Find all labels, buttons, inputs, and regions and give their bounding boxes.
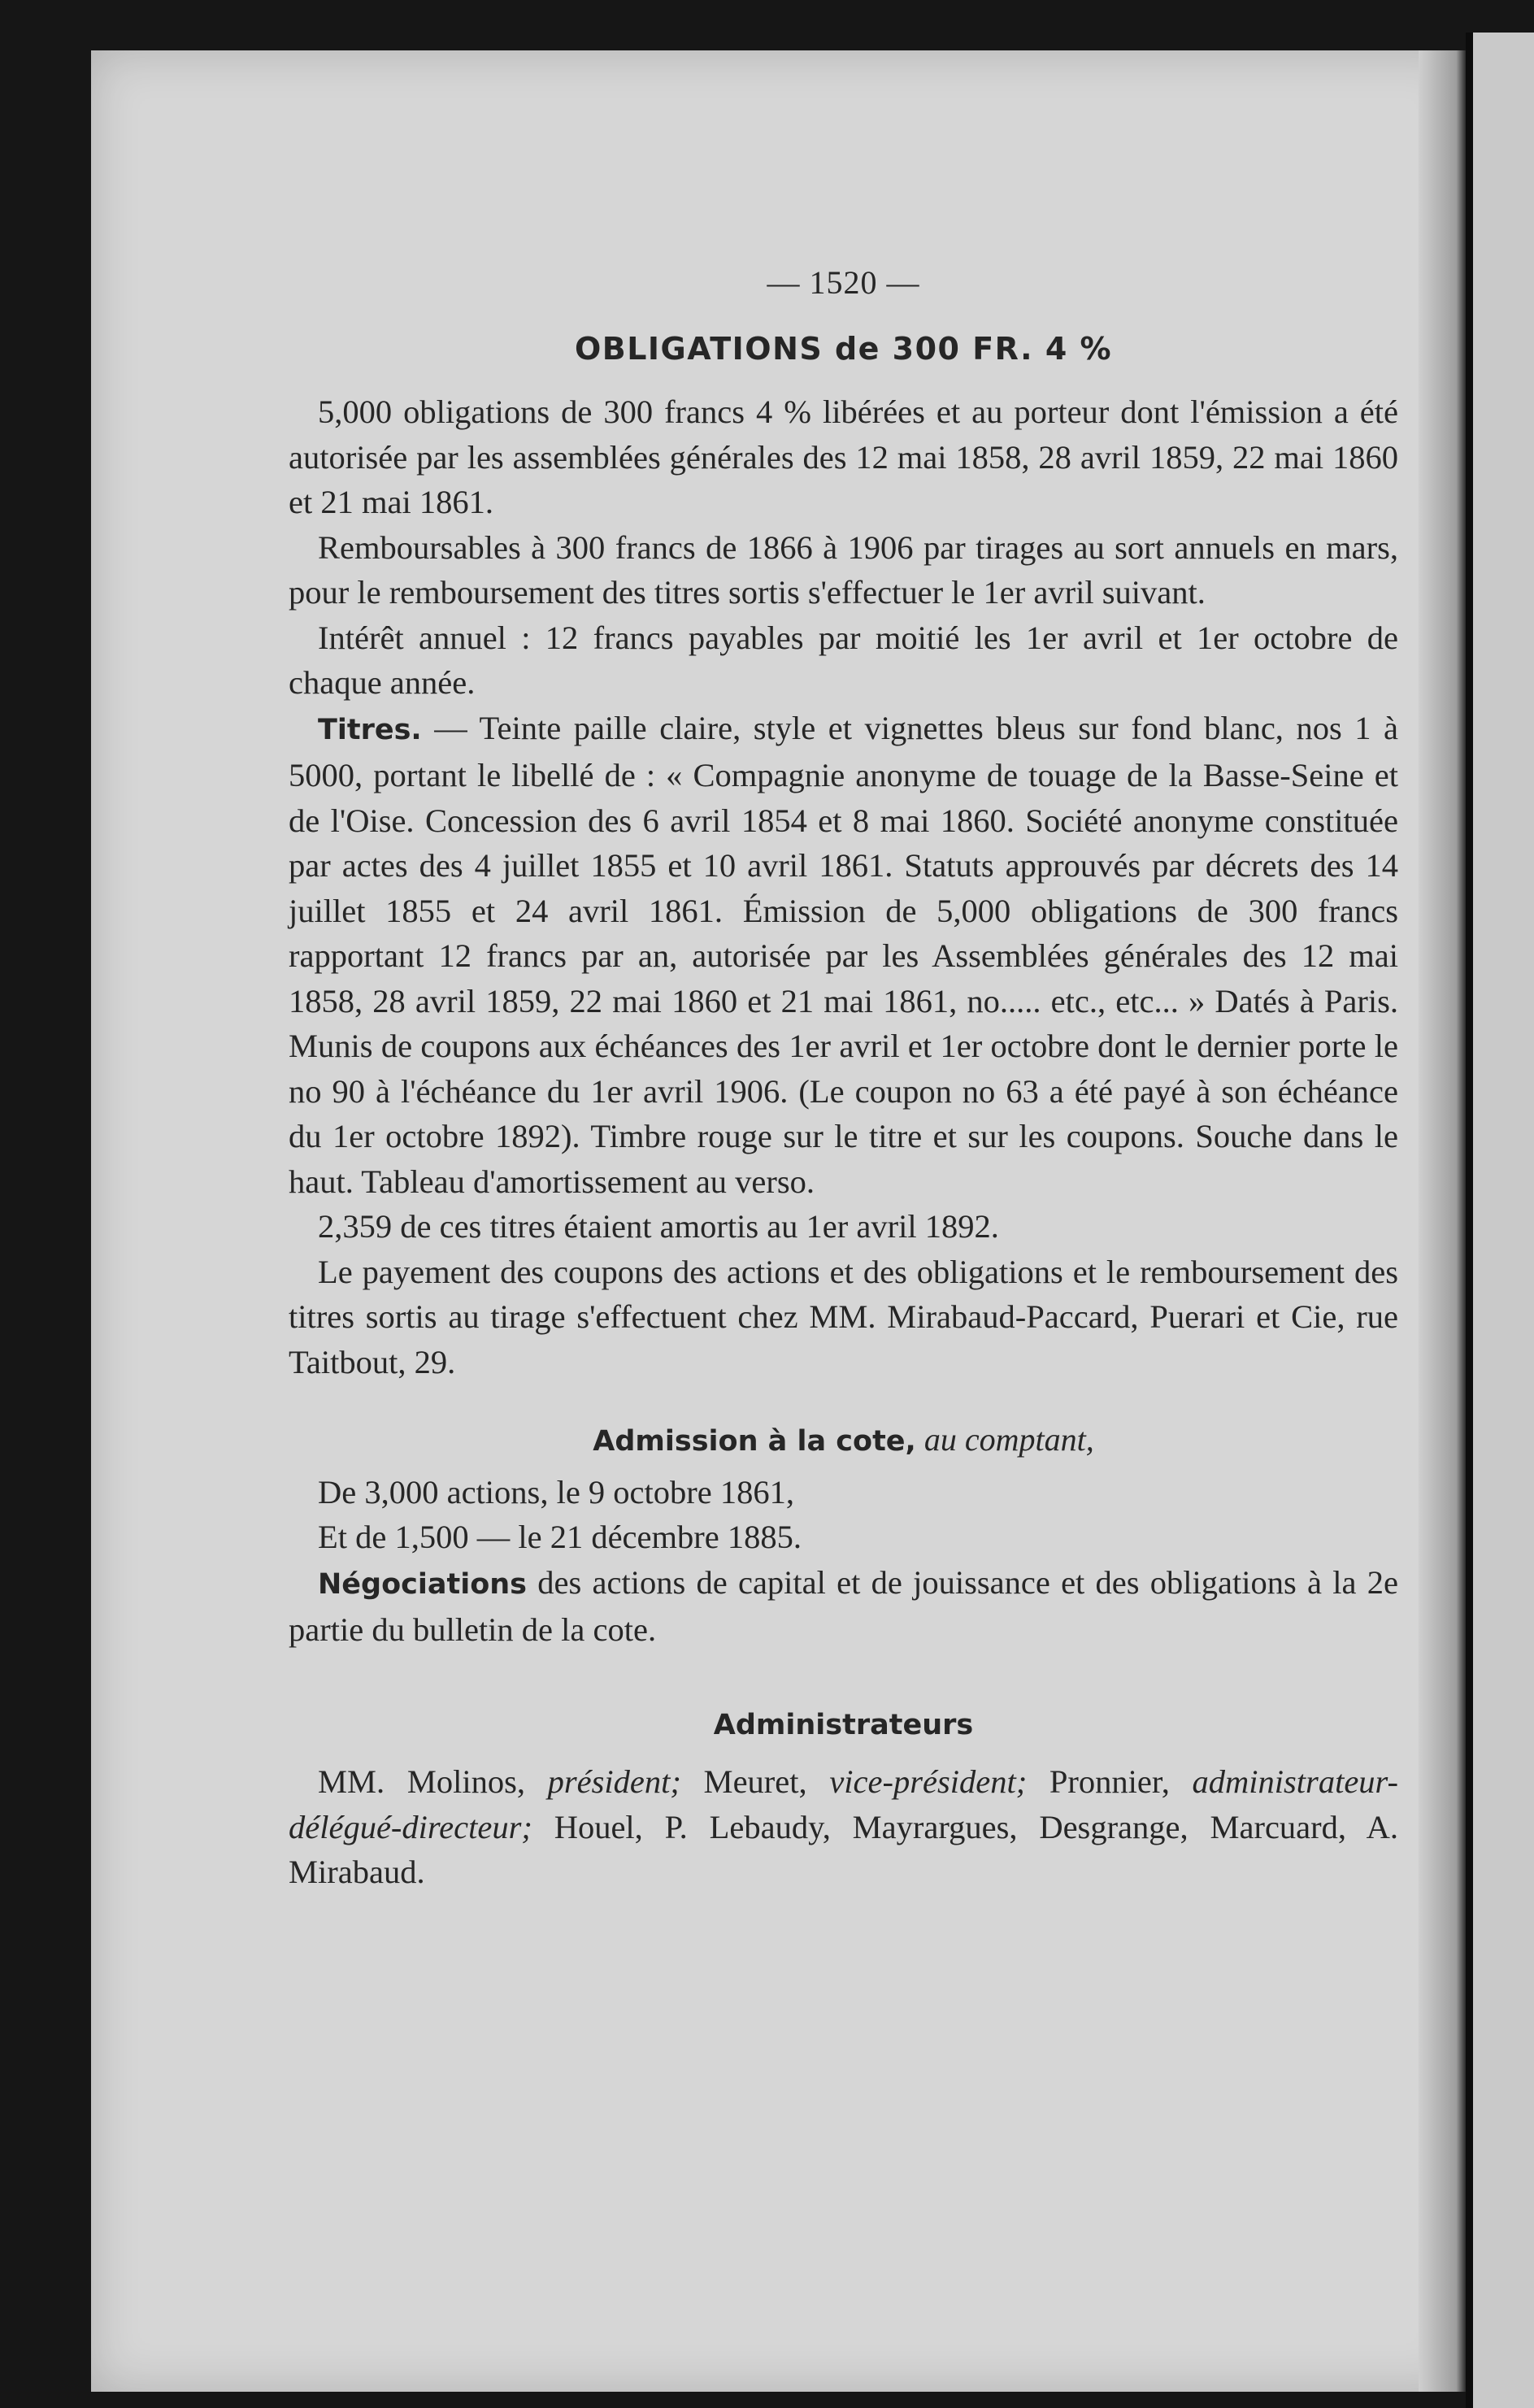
paragraph-amortized: 2,359 de ces titres étaient amortis au 1er avril 1892. — [318, 1208, 999, 1245]
admin-prefix: MM. Molinos, — [318, 1763, 548, 1800]
admin-role-director: administrateur-délégué-directeur; — [289, 1763, 1398, 1845]
admin-rest: Houel, P. Lebaudy, Mayrargues, Desgrange, Marcuard, A. Mirabaud. — [289, 1808, 1398, 1890]
paragraph-payment: Le payement des coupons des actions et des obligations et le remboursement des titres sortis au tirage s'effectuent chez MM. Mirabaud-Paccard, Puerari et Cie, rue Taitbout, 29. — [289, 1253, 1398, 1380]
paragraph-administrators — [289, 1759, 1398, 1895]
admission-heading-italic: au comptant, — [915, 1421, 1094, 1458]
admission-line-2: Et de 1,500 — le 21 décembre 1885. — [318, 1519, 802, 1555]
page-number: — 1520 — — [767, 264, 920, 301]
paragraph-titres — [289, 706, 1398, 1205]
administrators-heading: Administrateurs — [713, 1708, 974, 1741]
admission-heading-text: Admission à la cote, — [593, 1425, 916, 1458]
admin-role-vice-president: vice-président; — [829, 1763, 1028, 1800]
titres-text: — Teinte paille claire, style et vignettes bleus sur fond blanc, nos 1 à 5000, portant le libellé de : « Compagnie anonyme de touage de la Basse-Seine et de l'Oise. Concession des 6 avril 1854 et 8 mai 1860. Société anonyme constituée par actes des 4 juillet 1855 et 10 avril 1861. Statuts approuvés par décrets des 14 juillet 1855 et 24 avril 1861. Émission de 5,000 obligations de 300 francs rapportant 12 francs par an, autorisée par les Assemblées générales des 12 mai 1858, 28 avril 1859, 22 mai 1860 et 21 mai 1861, no..... etc., etc... » Datés à Paris. Munis de coupons aux échéances des 1er avril et 1er octobre dont le dernier porte le no 90 à l'échéance du 1er avril 1906. (Le coupon no 63 a été payé à son échéance du 1er octobre 1892). Timbre rouge sur le titre et sur les coupons. Souche dans le haut. Tableau d'amortissement au verso. — [289, 709, 1398, 1200]
negotiations-text: des actions de capital et de jouissance et des obligations à la 2e partie du bulletin de la cote. — [289, 1563, 1398, 1648]
admin-name-2: Meuret, — [680, 1763, 830, 1800]
titres-lead: Titres. — [318, 713, 422, 746]
admission-line-1: De 3,000 actions, le 9 octobre 1861, — [318, 1473, 794, 1510]
paragraph-interest: Intérêt annuel : 12 francs payables par moitié les 1er avril et 1er octobre de chaque année. — [289, 619, 1398, 701]
page-fold-shadow — [1419, 50, 1466, 2392]
admin-role-president: président; — [547, 1763, 681, 1800]
paragraph-negotiations — [289, 1560, 1398, 1653]
next-page-edge — [1473, 33, 1534, 2408]
paragraph-issue: 5,000 obligations de 300 francs 4 % libérées et au porteur dont l'émission a été autorisée par les assemblées générales des 12 mai 1858, 28 avril 1859, 22 mai 1860 et 21 mai 1861. — [289, 393, 1398, 520]
paragraph-repayment: Remboursables à 300 francs de 1866 à 1906 par tirages au sort annuels en mars, pour le remboursement des titres sortis s'effectuer le 1er avril suivant. — [289, 528, 1398, 611]
negotiations-lead: Négociations — [318, 1567, 528, 1601]
admission-heading — [289, 1417, 1398, 1465]
page-text-block — [289, 260, 1398, 1895]
admin-name-3: Pronnier, — [1027, 1763, 1193, 1800]
section-title: OBLIGATIONS de 300 FR. 4 % — [574, 330, 1113, 367]
